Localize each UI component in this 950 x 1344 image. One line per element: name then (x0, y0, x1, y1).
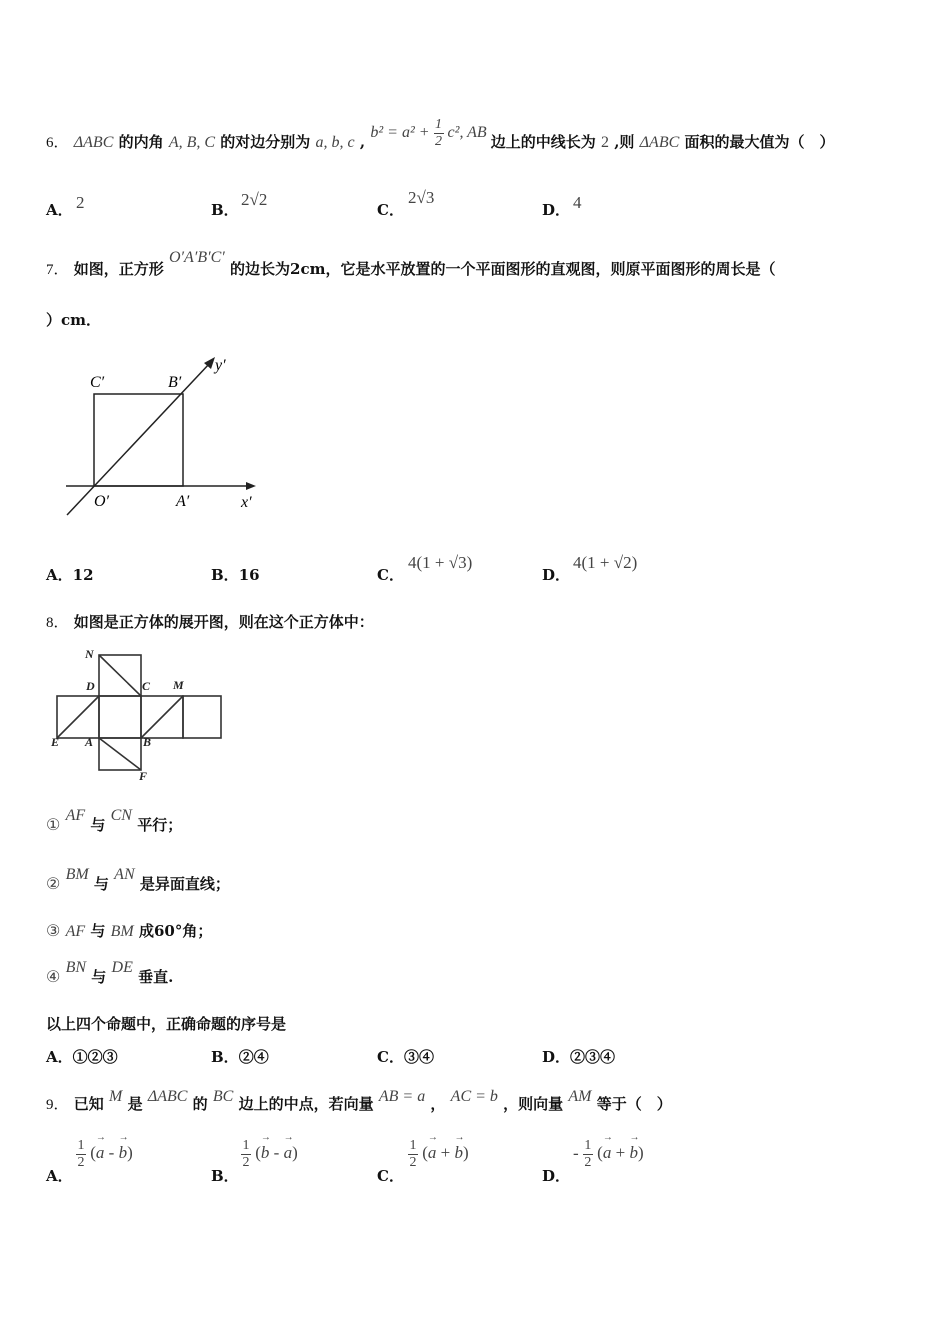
label-o: O′ (94, 493, 110, 510)
q6-option-d-value: 4 (573, 193, 582, 212)
q6-option-c-value: 2√3 (408, 188, 435, 207)
q9-number: 9． (46, 1097, 69, 1113)
q6-option-a[interactable]: A． (46, 201, 73, 219)
q9-option-a-value: $\frac{1}{2}$ (→ a - → b) (76, 1138, 133, 1171)
label-e: E (51, 735, 60, 749)
q6-option-d[interactable]: D． (542, 201, 571, 219)
label-a: A (85, 735, 94, 749)
q9-option-d-value: - $\frac{1}{2}$ (→ a + → b) (573, 1138, 644, 1171)
label-x: x′ (241, 494, 252, 511)
q7-number: 7． (46, 262, 69, 278)
q8-option-b[interactable]: B．②④ (211, 1048, 269, 1066)
q7-option-a[interactable]: A．12 (46, 566, 94, 584)
q7-option-c[interactable]: C． (377, 566, 404, 584)
q9-option-a[interactable]: A． (46, 1167, 73, 1185)
q8-figure (48, 645, 228, 785)
q6-option-b-value: 2√2 (241, 190, 268, 209)
q8-statement-4: ④ BN 与 DE 垂直. (46, 959, 174, 986)
q9-option-b[interactable]: B． (211, 1167, 239, 1185)
q9-option-c[interactable]: C． (377, 1167, 404, 1185)
q8-statement-2: ② BM 与 AN 是异面直线； (46, 866, 230, 893)
net-center-square (99, 696, 141, 738)
label-b: B′ (168, 374, 182, 391)
q9-option-c-value: $\frac{1}{2}$ (→ a + → b) (408, 1138, 469, 1171)
q7-stem: 7． 如图，正方形 O′A′B′C′ 的边长为2cm，它是水平放置的一个平面图形的直观图，则原平面图形的周长是（ (46, 249, 776, 278)
label-d: D (86, 679, 95, 693)
q6-option-a-value: 2 (76, 193, 85, 212)
q8-statement-3: ③ AF 与 BM 成60°角； (46, 922, 213, 940)
label-m: M (173, 678, 184, 692)
label-a: A′ (176, 493, 190, 510)
q7-option-d[interactable]: D． (542, 566, 571, 584)
label-c: C′ (90, 374, 105, 391)
q9-option-b-value: $\frac{1}{2}$ (→ b - → a) (241, 1138, 298, 1171)
q7-option-c-value: 4(1 + √3) (408, 553, 473, 572)
x-arrow-icon (246, 482, 256, 490)
label-y: y′ (215, 357, 226, 374)
q8-number: 8． (46, 615, 69, 631)
q7-option-d-value: 4(1 + √2) (573, 553, 638, 572)
q6-number: 6． (46, 135, 69, 152)
q7-option-b[interactable]: B．16 (211, 566, 260, 584)
q6-option-c[interactable]: C． (377, 201, 404, 219)
label-n: N (85, 647, 94, 661)
q6-option-b[interactable]: B． (211, 201, 239, 219)
q6-stem: 6． ΔABC 的内角 A, B, C 的对边分别为 a, b, c , b² = a² + $\frac{1}{2}$ c², AB 边上的中线长为 2 ,则 ΔABC 面积的最大值为（ ） (46, 117, 835, 152)
q8-option-c[interactable]: C．③④ (377, 1048, 434, 1066)
q8-question: 以上四个命题中，正确命题的序号是 (46, 1015, 287, 1033)
label-b: B (143, 735, 152, 749)
q8-option-d[interactable]: D．②③④ (542, 1048, 616, 1066)
q8-option-a[interactable]: A．①②③ (46, 1048, 118, 1066)
q7-stem-cont: ）cm． (46, 311, 102, 329)
q9-stem: 9． 已知 M 是 ΔABC 的 BC 边上的中点，若向量 AB = a ， AC = b ，则向量 AM 等于（ ） (46, 1088, 672, 1113)
net-far-right-square (183, 696, 221, 738)
q6-equation: b² = a² + $\frac{1}{2}$ c², AB (370, 117, 487, 149)
q8-statement-1: ① AF 与 CN 平行； (46, 807, 183, 834)
label-f: F (139, 769, 148, 783)
q8-stem: 8． 如图是正方体的展开图，则在这个正方体中： (46, 613, 374, 631)
q9-option-d[interactable]: D． (542, 1167, 571, 1185)
label-c: C (142, 679, 151, 693)
q7-figure (60, 350, 270, 520)
